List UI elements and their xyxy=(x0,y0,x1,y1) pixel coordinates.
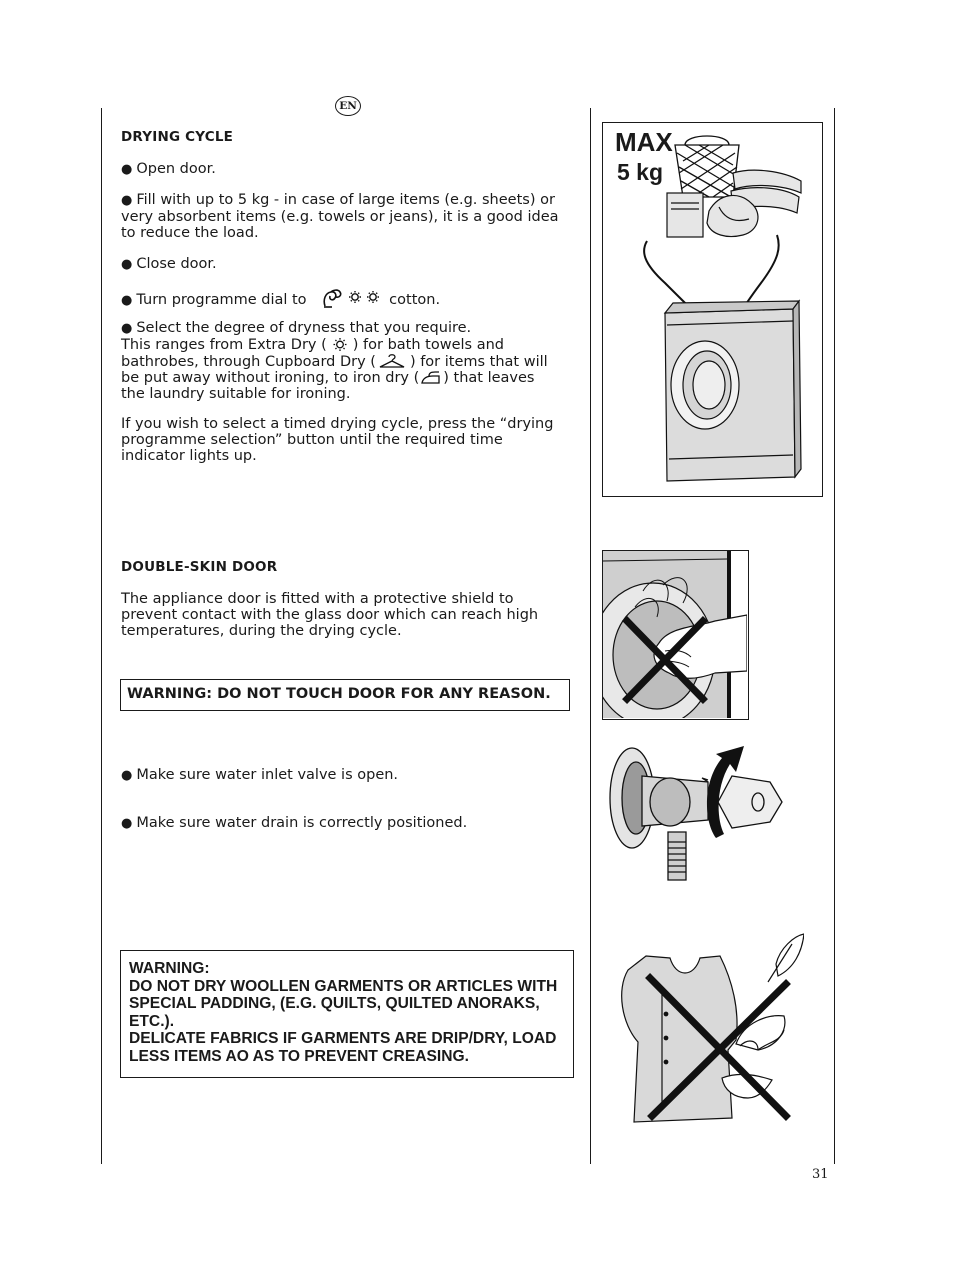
hanger-icon xyxy=(376,353,410,369)
door-paragraph: The appliance door is fitted with a protective shield to prevent contact with the glass door which can reach high temperatures, during the drying cycle. xyxy=(121,591,539,639)
step-open-door: ● Open door. xyxy=(121,161,216,178)
check-inlet-valve: ● Make sure water inlet valve is open. xyxy=(121,767,398,784)
step-close-door: ● Close door. xyxy=(121,256,217,273)
left-rule xyxy=(101,108,102,1164)
check-water-drain: ● Make sure water drain is correctly positioned. xyxy=(121,815,467,832)
page-number: 31 xyxy=(812,1167,829,1182)
double-skin-door-heading: DOUBLE-SKIN DOOR xyxy=(121,559,278,575)
middle-rule xyxy=(590,108,591,1164)
step-fill-load: ● Fill with up to 5 kg - in case of large items (e.g. sheets) or very absorbent items (e.g. towels or jeans), it is a good idea to reduce the load. xyxy=(121,192,559,241)
iron-icon xyxy=(419,370,443,385)
hand-on-door-crossed-drawing xyxy=(603,551,747,718)
step-programme-dial: ● Turn programme dial to cotton. xyxy=(121,288,440,310)
step-select-dryness: ● Select the degree of dryness that you require. This ranges from Extra Dry ( ) for bath towels and bathrobes, through Cupboard Dry ( ) for items that will be put away without ironing, to iron dry ( ) that leaves the laundry suitable for ironing. xyxy=(121,320,548,402)
max-label: MAX xyxy=(615,127,673,157)
drying-cycle-heading: DRYING CYCLE xyxy=(121,129,234,145)
right-rule xyxy=(834,108,835,1164)
door-warning-box: WARNING: DO NOT TOUCH DOOR FOR ANY REASON. xyxy=(120,679,570,711)
laundry-and-washer-drawing xyxy=(603,123,821,495)
cotton-dry-icon xyxy=(321,288,383,310)
fabrics-warning-box: WARNING: DO NOT DRY WOOLLEN GARMENTS OR ARTICLES WITH SPECIAL PADDING, (E.G. QUILTS, QUILTED ANORAKS, ETC.). DELICATE FABRICS IF GARMENTS ARE DRIP/DRY, LOAD LESS ITEMS AO AS TO PREVENT CREASING. xyxy=(120,950,574,1078)
do-not-touch-door-illustration xyxy=(602,550,749,720)
language-badge: EN xyxy=(335,96,361,116)
water-inlet-valve-drawing xyxy=(604,742,784,882)
timed-drying-paragraph: If you wish to select a timed drying cycle, press the “drying programme selection” button until the required time indicator lights up. xyxy=(121,416,554,464)
max-load-illustration xyxy=(602,122,823,497)
max-weight-label: 5 kg xyxy=(617,159,664,185)
extra-dry-icon xyxy=(327,337,353,352)
no-woollen-garments-drawing xyxy=(608,930,804,1130)
